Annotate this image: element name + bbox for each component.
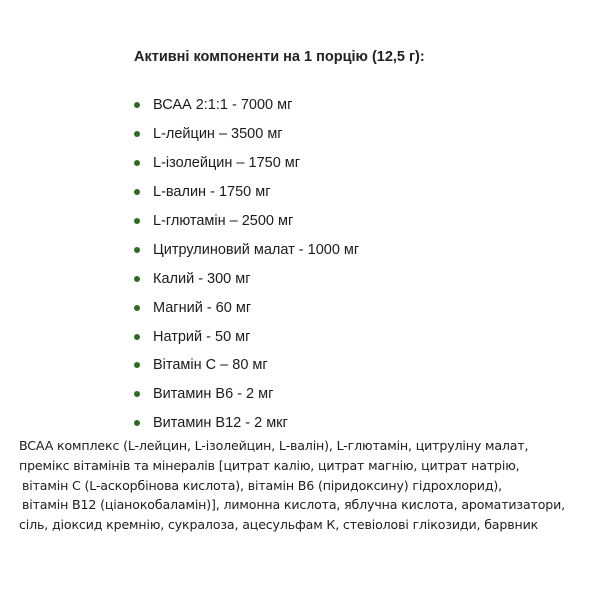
list-item	[134, 149, 359, 178]
component-text: L-лейцин – 3500 мг	[153, 126, 283, 143]
component-text: Натрий - 50 мг	[153, 328, 251, 345]
bullet-icon	[134, 305, 140, 311]
component-text: L-валин - 1750 мг	[153, 184, 271, 201]
list-item	[134, 409, 359, 438]
list-item	[134, 380, 359, 409]
component-text: L-глютамін – 2500 мг	[153, 213, 294, 229]
list-item	[134, 293, 359, 322]
bullet-icon	[134, 102, 140, 108]
ingredients-paragraph	[19, 436, 594, 535]
component-text: Калий - 300 мг	[153, 270, 251, 287]
ingredients-line: премікс вітамінів та мінералів [цитрат калію, цитрат магнію, цитрат натрію,	[19, 457, 520, 473]
list-item	[134, 120, 359, 149]
component-text: ВСАА 2:1:1 - 7000 мг	[153, 97, 293, 114]
bullet-icon	[134, 276, 140, 282]
section-heading: Активні компоненти на 1 порцію (12,5 г):	[134, 49, 425, 65]
ingredients-line: BCAA комплекс (L-лейцин, L-ізолейцин, L-валін), L-глютамін, цитруліну малат,	[19, 438, 529, 453]
list-item	[134, 178, 359, 207]
active-components-list	[134, 91, 359, 438]
bullet-icon	[134, 131, 140, 137]
component-text: Цитрулиновий малат - 1000 мг	[153, 241, 360, 258]
bullet-icon	[134, 391, 140, 397]
component-text: Вітамін С – 80 мг	[153, 357, 268, 374]
bullet-icon	[134, 362, 140, 368]
bullet-icon	[134, 218, 140, 224]
ingredients-line: вітамін В12 (ціанокобаламін)], лимонна кислота, яблучна кислота, ароматизатори,	[22, 497, 566, 513]
ingredients-line: вітамін С (L-аскорбінова кислота), вітамін В6 (піридоксину) гідрохлорид),	[22, 477, 503, 493]
ingredients-line: сіль, діоксид кремнію, сукралоза, ацесульфам К, стевіолові глікозиди, барвник	[19, 517, 539, 533]
list-item	[134, 91, 359, 120]
list-item	[134, 207, 359, 236]
list-item	[134, 351, 359, 380]
list-item	[134, 235, 359, 264]
bullet-icon	[134, 247, 140, 253]
component-text: Витамин В12 - 2 мкг	[153, 415, 288, 432]
bullet-icon	[134, 160, 140, 166]
list-item	[134, 322, 359, 351]
bullet-icon	[134, 334, 140, 340]
component-text: Витамин В6 - 2 мг	[153, 386, 274, 403]
bullet-icon	[134, 420, 140, 426]
list-item	[134, 264, 359, 293]
bullet-icon	[134, 189, 140, 195]
component-text: L-ізолейцин – 1750 мг	[153, 155, 301, 172]
component-text: Магний - 60 мг	[153, 299, 252, 316]
